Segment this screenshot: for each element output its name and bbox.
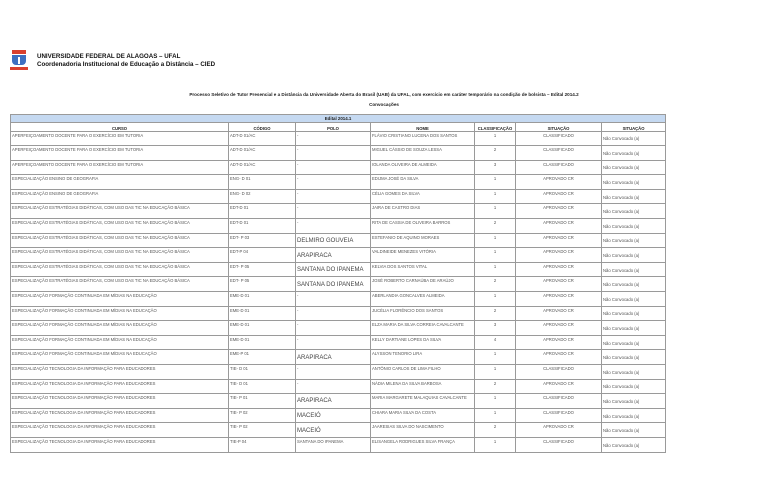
cell-codigo: TIE- P 02	[229, 423, 296, 438]
cell-classificacao: 1	[475, 292, 516, 307]
cell-curso: ESPECIALIZAÇÃO TECNOLOGIA DA INFORMAÇÃO PARA EDUCADORES	[11, 379, 229, 394]
cell-situacao: APROVADO CR	[516, 306, 602, 321]
cell-classificacao: 2	[475, 423, 516, 438]
cell-curso: ESPECIALIZAÇÃO ENSINO DE GEOGRAFIA	[11, 175, 229, 190]
cell-situacao: APROVADO CR	[516, 248, 602, 263]
table-row	[11, 335, 666, 350]
cell-curso: ESPECIALIZAÇÃO TECNOLOGIA DA INFORMAÇÃO PARA EDUCADORES	[11, 394, 229, 409]
cell-polo: -	[296, 160, 371, 175]
cell-polo: MACEIÓ	[296, 423, 371, 438]
table-row	[11, 233, 666, 248]
cell-codigo: EDT- P 05	[229, 277, 296, 292]
cell-situacao-2: Não Convocado (a)	[602, 423, 666, 438]
cell-classificacao: 1	[475, 204, 516, 219]
cell-polo: ARAPIRACA	[296, 248, 371, 263]
cell-codigo: EDT-D 01	[229, 219, 296, 234]
cell-situacao-2: Não Convocado (a)	[602, 394, 666, 409]
cell-codigo: EDT-D 01	[229, 204, 296, 219]
cell-nome: NÁDIA MILENA DA SILVA BARBOSA	[371, 379, 475, 394]
cell-situacao: CLASSIFICADO	[516, 365, 602, 380]
cell-nome: MARIA MARGARETE MALAQUIAS CAVALCANTE	[371, 394, 475, 409]
cell-situacao: CLASSIFICADO	[516, 437, 602, 452]
cell-situacao-2: Não Convocado (a)	[602, 321, 666, 336]
table-row	[11, 350, 666, 365]
document-title: Processo Seletivo de Tutor Presencial e a Distância da Universidade Aberta do Brasil (UAB) da UFAL, com exercício em caráter temporário na condição de bolsista – Edital 2014.2	[189, 92, 579, 97]
table-row	[11, 189, 666, 204]
cell-situacao: APROVADO CR	[516, 292, 602, 307]
cell-codigo: TIE- P 02	[229, 408, 296, 423]
cell-codigo: ADT-D 01/AC	[229, 160, 296, 175]
cell-codigo: TIE- D 01	[229, 365, 296, 380]
cell-polo: -	[296, 321, 371, 336]
cell-codigo: ENG- D 01	[229, 175, 296, 190]
table-row	[11, 204, 666, 219]
cell-situacao: APROVADO CR	[516, 175, 602, 190]
cell-codigo: ADT-D 01/AC	[229, 131, 296, 146]
cell-situacao-2: Não Convocado (a)	[602, 219, 666, 234]
cell-situacao-2: Não Convocado (a)	[602, 146, 666, 161]
cell-situacao-2: Não Convocado (a)	[602, 160, 666, 175]
cell-polo: -	[296, 189, 371, 204]
cell-situacao-2: Não Convocado (a)	[602, 437, 666, 452]
col-situacao-2: SITUAÇÃO	[602, 123, 666, 132]
cell-curso: ESPECIALIZAÇÃO ESTRATÉGIAS DIDÁTICAS, COM USO DAS TIC NA EDUCAÇÃO BÁSICA	[11, 204, 229, 219]
cell-codigo: EDT- P 05	[229, 262, 296, 277]
ufal-crest-logo	[10, 50, 28, 72]
cell-nome: JUCÉLIA FLORÊNCIO DOS SANTOS	[371, 306, 475, 321]
cell-classificacao: 4	[475, 335, 516, 350]
cell-nome: ELISANGELA RODRIGUES SILVA FRANÇA	[371, 437, 475, 452]
cell-codigo: ENG- D 02	[229, 189, 296, 204]
cell-nome: ANTÔNIO CARLOS DE LIMA FILHO	[371, 365, 475, 380]
cell-situacao-2: Não Convocado (a)	[602, 277, 666, 292]
cell-situacao-2: Não Convocado (a)	[602, 175, 666, 190]
cell-polo: -	[296, 365, 371, 380]
cell-nome: ALYSSON TENORIO LIRA	[371, 350, 475, 365]
cell-polo: ARAPIRACA	[296, 350, 371, 365]
cell-nome: IOLANDA OLIVEIRA DE ALMEIDA	[371, 160, 475, 175]
cell-nome: KELVIA DOS SANTOS VITAL	[371, 262, 475, 277]
cell-situacao: CLASSIFICADO	[516, 160, 602, 175]
cell-nome: EDIJMA JOSÉ DA SILVA	[371, 175, 475, 190]
cell-situacao-2: Não Convocado (a)	[602, 408, 666, 423]
cell-polo: SANTANA DO IPANEMA	[296, 277, 371, 292]
col-nome: NOME	[371, 123, 475, 132]
table-row	[11, 277, 666, 292]
table-row	[11, 321, 666, 336]
cell-curso: ESPECIALIZAÇÃO ENSINO DE GEOGRAFIA	[11, 189, 229, 204]
cell-curso: ESPECIALIZAÇÃO FORMAÇÃO CONTINUADA EM MÍDIAS NA EDUCAÇÃO	[11, 335, 229, 350]
cell-classificacao: 1	[475, 262, 516, 277]
cell-curso: ESPECIALIZAÇÃO FORMAÇÃO CONTINUADA EM MÍDIAS NA EDUCAÇÃO	[11, 321, 229, 336]
table-row	[11, 408, 666, 423]
cell-situacao: APROVADO CR	[516, 233, 602, 248]
cell-codigo: EME-P 01	[229, 350, 296, 365]
cell-classificacao: 1	[475, 131, 516, 146]
cell-situacao: APROVADO CR	[516, 321, 602, 336]
table-row	[11, 365, 666, 380]
cell-polo: -	[296, 292, 371, 307]
cell-classificacao: 2	[475, 219, 516, 234]
cell-situacao-2: Não Convocado (a)	[602, 335, 666, 350]
cell-polo: ARAPIRACA	[296, 394, 371, 409]
cell-polo: -	[296, 146, 371, 161]
cell-codigo: EDT- P 03	[229, 233, 296, 248]
cell-classificacao: 2	[475, 146, 516, 161]
table-row	[11, 306, 666, 321]
cell-nome: FLÁVIO CRISTIANO LUCENA DOS SANTOS	[371, 131, 475, 146]
cell-situacao: APROVADO CR	[516, 219, 602, 234]
cell-situacao-2: Não Convocado (a)	[602, 379, 666, 394]
department-name: Coordenadoria Institucional de Educação a Distância – CIED	[37, 61, 216, 68]
cell-situacao: CLASSIFICADO	[516, 146, 602, 161]
cell-situacao: APROVADO CR	[516, 379, 602, 394]
cell-curso: APERFEIÇOAMENTO DOCENTE PARA O EXERCÍCIO EM TUTORIA	[11, 146, 229, 161]
cell-polo: -	[296, 175, 371, 190]
university-name: UNIVERSIDADE FEDERAL DE ALAGOAS – UFAL	[37, 53, 181, 60]
cell-situacao-2: Não Convocado (a)	[602, 248, 666, 263]
cell-situacao-2: Não Convocado (a)	[602, 262, 666, 277]
cell-curso: APERFEIÇOAMENTO DOCENTE PARA O EXERCÍCIO EM TUTORIA	[11, 131, 229, 146]
cell-polo: DELMIRO GOUVEIA	[296, 233, 371, 248]
cell-situacao: APROVADO CR	[516, 277, 602, 292]
cell-nome: ELZA MARIA DA SILVA CORREIA CAVALCANTE	[371, 321, 475, 336]
col-curso: CURSO	[11, 123, 229, 132]
cell-classificacao: 1	[475, 248, 516, 263]
cell-situacao: APROVADO CR	[516, 189, 602, 204]
edital-band-row	[11, 115, 666, 123]
document-header	[10, 50, 215, 72]
cell-classificacao: 2	[475, 306, 516, 321]
cell-polo: SANTANA DO IPANEMA	[296, 437, 371, 452]
cell-curso: ESPECIALIZAÇÃO ESTRATÉGIAS DIDÁTICAS, COM USO DAS TIC NA EDUCAÇÃO BÁSICA	[11, 233, 229, 248]
cell-codigo: EDT-P 04	[229, 248, 296, 263]
cell-classificacao: 1	[475, 365, 516, 380]
cell-curso: ESPECIALIZAÇÃO TECNOLOGIA DA INFORMAÇÃO PARA EDUCADORES	[11, 408, 229, 423]
cell-nome: RITA DE CASSIA DE OLIVEIRA BARROS	[371, 219, 475, 234]
cell-classificacao: 1	[475, 394, 516, 409]
cell-situacao-2: Não Convocado (a)	[602, 189, 666, 204]
cell-curso: ESPECIALIZAÇÃO ESTRATÉGIAS DIDÁTICAS, COM USO DAS TIC NA EDUCAÇÃO BÁSICA	[11, 219, 229, 234]
cell-polo: MACEIÓ	[296, 408, 371, 423]
table-row	[11, 175, 666, 190]
cell-nome: JAARESIAS SILVA DO NASCIMENTO	[371, 423, 475, 438]
cell-classificacao: 1	[475, 189, 516, 204]
cell-situacao-2: Não Convocado (a)	[602, 292, 666, 307]
cell-classificacao: 3	[475, 321, 516, 336]
cell-curso: ESPECIALIZAÇÃO FORMAÇÃO CONTINUADA EM MÍDIAS NA EDUCAÇÃO	[11, 350, 229, 365]
cell-nome: ESTEFANIO DE AQUINO MORAES	[371, 233, 475, 248]
table-row	[11, 394, 666, 409]
document-subtitle: Convocações	[369, 102, 399, 107]
cell-situacao-2: Não Convocado (a)	[602, 204, 666, 219]
cell-classificacao: 3	[475, 160, 516, 175]
cell-curso: ESPECIALIZAÇÃO FORMAÇÃO CONTINUADA EM MÍDIAS NA EDUCAÇÃO	[11, 306, 229, 321]
table-row	[11, 262, 666, 277]
cell-nome: ABERLANDIA GONCALVES ALMEIDA	[371, 292, 475, 307]
cell-situacao: APROVADO CR	[516, 350, 602, 365]
table-row	[11, 379, 666, 394]
table-row	[11, 146, 666, 161]
cell-curso: ESPECIALIZAÇÃO TECNOLOGIA DA INFORMAÇÃO PARA EDUCADORES	[11, 437, 229, 452]
cell-codigo: EME-D 01	[229, 321, 296, 336]
cell-classificacao: 1	[475, 350, 516, 365]
cell-polo: -	[296, 204, 371, 219]
cell-situacao-2: Não Convocado (a)	[602, 350, 666, 365]
table-row	[11, 131, 666, 146]
cell-situacao: CLASSIFICADO	[516, 408, 602, 423]
cell-situacao: APROVADO CR	[516, 335, 602, 350]
cell-polo: -	[296, 306, 371, 321]
cell-classificacao: 1	[475, 437, 516, 452]
cell-situacao-2: Não Convocado (a)	[602, 131, 666, 146]
cell-situacao: CLASSIFICADO	[516, 394, 602, 409]
cell-situacao: APROVADO CR	[516, 262, 602, 277]
cell-nome: CÉLIA GOMES DA SILVA	[371, 189, 475, 204]
cell-nome: JOSÉ ROBERTO CARNAÚBA DE ARAÚJO	[371, 277, 475, 292]
edital-band-label: Edital 2014.1	[11, 115, 666, 123]
column-header-row	[11, 123, 666, 132]
cell-curso: ESPECIALIZAÇÃO ESTRATÉGIAS DIDÁTICAS, COM USO DAS TIC NA EDUCAÇÃO BÁSICA	[11, 248, 229, 263]
cell-situacao: APROVADO CR	[516, 423, 602, 438]
cell-curso: ESPECIALIZAÇÃO ESTRATÉGIAS DIDÁTICAS, COM USO DAS TIC NA EDUCAÇÃO BÁSICA	[11, 262, 229, 277]
cell-classificacao: 2	[475, 379, 516, 394]
cell-codigo: TIE-P 04	[229, 437, 296, 452]
col-situacao: SITUAÇÃO	[516, 123, 602, 132]
table-row	[11, 219, 666, 234]
cell-curso: APERFEIÇOAMENTO DOCENTE PARA O EXERCÍCIO EM TUTORIA	[11, 160, 229, 175]
cell-polo: -	[296, 379, 371, 394]
cell-nome: MIGUEL CÁSSIO DE SOUZA LESSA	[371, 146, 475, 161]
cell-classificacao: 2	[475, 277, 516, 292]
cell-polo: SANTANA DO IPANEMA	[296, 262, 371, 277]
cell-polo: -	[296, 335, 371, 350]
cell-nome: KELLY DARTIANE LOPES DA SILVA	[371, 335, 475, 350]
cell-codigo: ADT-D 01/AC	[229, 146, 296, 161]
cell-curso: ESPECIALIZAÇÃO FORMAÇÃO CONTINUADA EM MÍDIAS NA EDUCAÇÃO	[11, 292, 229, 307]
cell-situacao-2: Não Convocado (a)	[602, 306, 666, 321]
cell-nome: VALDINEIDE MENEZES VITÓRIA	[371, 248, 475, 263]
col-codigo: CÓDIGO	[229, 123, 296, 132]
table-row	[11, 248, 666, 263]
cell-situacao: CLASSIFICADO	[516, 131, 602, 146]
cell-nome: JAIRA DE CASTRO DIAS	[371, 204, 475, 219]
cell-codigo: EME-D 01	[229, 292, 296, 307]
cell-situacao-2: Não Convocado (a)	[602, 233, 666, 248]
cell-classificacao: 1	[475, 408, 516, 423]
cell-codigo: TIE- P 01	[229, 394, 296, 409]
table-row	[11, 423, 666, 438]
cell-codigo: EME-D 01	[229, 306, 296, 321]
cell-codigo: TIE- D 01	[229, 379, 296, 394]
cell-nome: CHIARA MARIA SILVA DA COSTA	[371, 408, 475, 423]
cell-curso: ESPECIALIZAÇÃO ESTRATÉGIAS DIDÁTICAS, COM USO DAS TIC NA EDUCAÇÃO BÁSICA	[11, 277, 229, 292]
cell-classificacao: 1	[475, 175, 516, 190]
cell-curso: ESPECIALIZAÇÃO TECNOLOGIA DA INFORMAÇÃO PARA EDUCADORES	[11, 423, 229, 438]
col-polo: POLO	[296, 123, 371, 132]
cell-situacao-2: Não Convocado (a)	[602, 365, 666, 380]
table-row	[11, 160, 666, 175]
cell-situacao: APROVADO CR	[516, 204, 602, 219]
table-row	[11, 437, 666, 452]
cell-curso: ESPECIALIZAÇÃO TECNOLOGIA DA INFORMAÇÃO PARA EDUCADORES	[11, 365, 229, 380]
col-classificacao: CLASSIFICAÇÃO	[475, 123, 516, 132]
convocations-table	[10, 114, 666, 453]
cell-polo: -	[296, 219, 371, 234]
cell-classificacao: 1	[475, 233, 516, 248]
table-row	[11, 292, 666, 307]
cell-codigo: EME-D 01	[229, 335, 296, 350]
cell-polo: -	[296, 131, 371, 146]
